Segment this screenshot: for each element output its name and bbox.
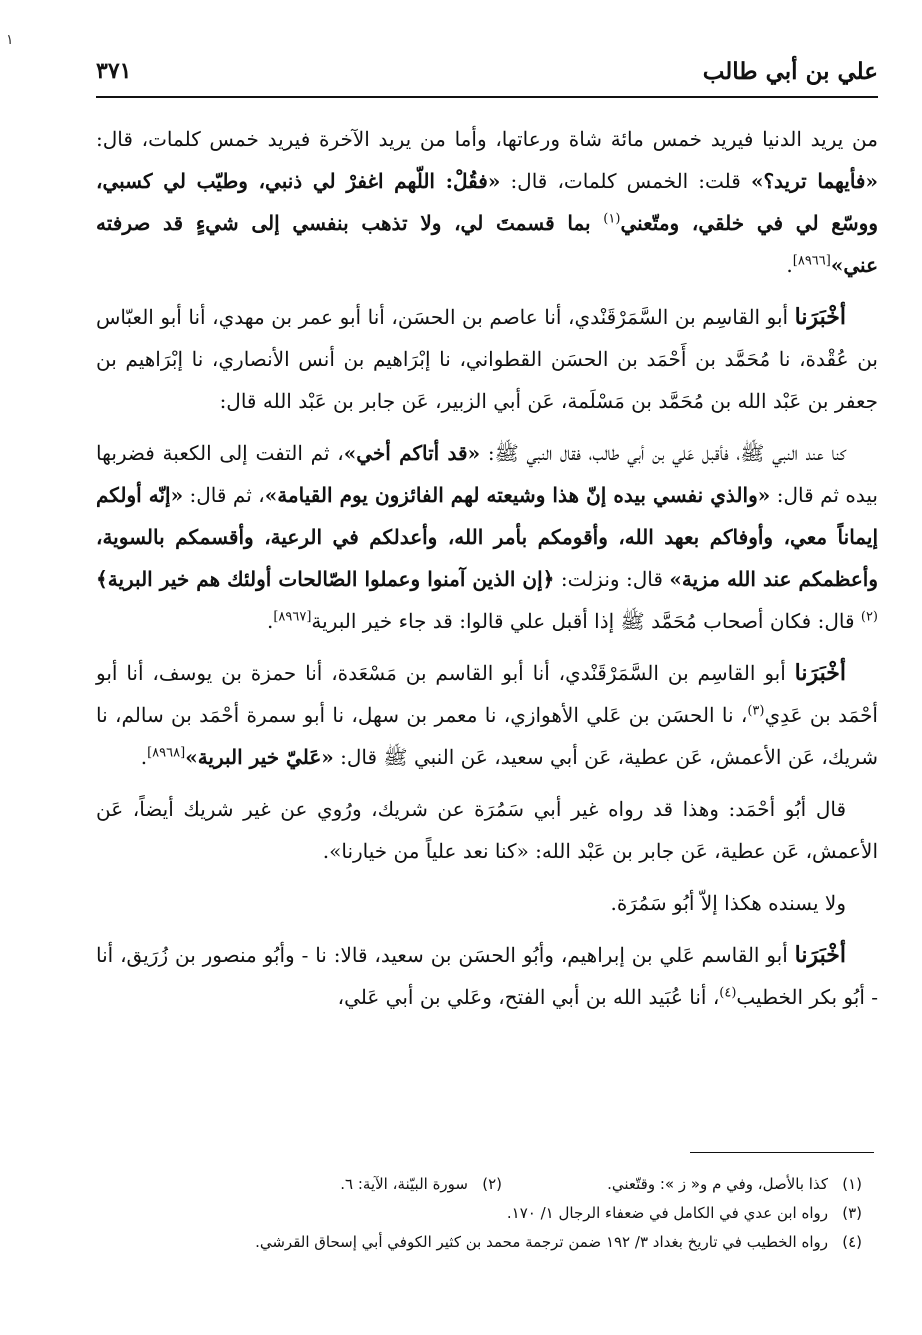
text-segment: أبو القاسم عَلي بن إبراهيم، وأبُو الحسَن بن سعيد، قالا: نا - وأبُو منصور بن زُرَيق، أنا - أبُو بكر الخطيب: [96, 943, 878, 1009]
footnote-text: رواه ابن عدي في الكامل في ضعفاء الرجال ١/ ١٧٠.: [506, 1204, 828, 1222]
text-segment: أبو القاسِم بن السَّمَرْقَنْدي، أنا عاصم بن الحسَن، أنا أبو عمر بن مهدي، أنا أبو العبّاس بن عُقْدة، نا مُحَمَّد بن أَحْمَد بن الحسَن القطواني، نا إبْرَاهيم بن أنس الأنصاري، نا إبْرَاهيم بن جعفر بن عَبْد الله بن مُحَمَّد بن مَسْلَمة، عَن أبي الزبير، عَن جابر بن عَبْد الله قال:: [96, 305, 878, 413]
paragraph-lead-word: أخْبَرَنا: [794, 660, 846, 686]
footnote-number: (٢): [482, 1175, 502, 1193]
hadith-reference: [٨٩٦٨]: [147, 745, 186, 761]
footnote-3: [507, 1199, 862, 1228]
text-segment: أبو القاسِم بن السَّمَرْقَنْدي، أنا أبو القاسم بن مَسْعَدة، أنا حمزة بن يوسف، أنا أبو أحْمَد بن عَدِي: [96, 661, 878, 727]
text-segment: ، ثم قال:: [183, 483, 265, 507]
quote-segment: «والذي نفسي بيده إنّ هذا وشيعته لهم الفائزون يوم القيامة»: [264, 483, 771, 507]
main-text: [96, 118, 878, 1018]
footnote-1: [502, 1170, 862, 1199]
paragraph-1: [96, 118, 878, 286]
footnote-2: [340, 1170, 502, 1199]
footnote-row: [96, 1228, 862, 1257]
text-segment: ، نا الحسَن بن عَلي الأهوازي، نا معمر بن سهل، نا أبو سمرة أحْمَد بن سالم، نا شريك، عَن الأعمش، عَن عطية، عَن أبي سعيد، عَن النبي ﷺ قال:: [96, 703, 878, 769]
page-header: [96, 56, 878, 98]
footnote-4: [255, 1228, 862, 1257]
text-segment: .: [266, 609, 274, 633]
footnote-marker-2: (٢): [860, 609, 878, 625]
hadith-reference: [٨٩٦٦]: [792, 253, 831, 269]
footnote-separator: [690, 1152, 874, 1153]
paragraph-2: [96, 296, 878, 422]
quote-segment: «إنّه أولكم إيماناً معي، وأوفاكم بعهد الله، وأقومكم بأمر الله، وأعدلكم في الرعية، وأقسمكم بالسوية، وأعظمكم عند الله مزية»: [96, 483, 878, 591]
quote-segment: «عَليّ خير البرية»: [185, 745, 334, 769]
footnote-number: (٣): [842, 1204, 862, 1222]
text-segment: قال: فكان أصحاب مُحَمَّد ﷺ إذا أقبل علي قالوا: قد جاء خير البرية: [311, 609, 861, 633]
text-segment: من يريد الدنيا فيريد خمس مائة شاة ورعاتها، وأما من يريد الآخرة فيريد خمس كلمات، قال:: [96, 127, 878, 151]
paragraph-4: [96, 652, 878, 778]
text-segment: قلت: الخمس كلمات، قال:: [500, 169, 751, 193]
text-segment: .: [140, 745, 148, 769]
edge-mark: ١: [6, 32, 14, 48]
text-segment: كنا عند النبي ﷺ، فأقبل عَلي بن أبي طالب، فقال النبي ﷺ:: [480, 441, 846, 465]
footnote-marker-1: (١): [603, 211, 621, 227]
footnote-number: (١): [842, 1175, 862, 1193]
page-number: ٣٧١: [96, 58, 132, 84]
paragraph-lead-word: أخْبَرَنا: [794, 942, 846, 968]
quote-segment: «قد أتاكم أخي»: [343, 441, 481, 465]
paragraph-5: قال أبُو أحْمَد: وهذا قد رواه غير أبي سَمُرَة عن شريك، ورُوي عن غير شريك أيضاً، عَن الأعمش، عَن عطية، عَن جابر بن عَبْد الله: «كنا نعد علياً من خيارنا».: [96, 797, 878, 863]
footnote-row: [96, 1170, 862, 1199]
text-segment: قال: ونزلت:: [554, 567, 670, 591]
quran-verse: ﴿إن الذين آمنوا وعملوا الصّالحات أولئك هم خير البرية﴾: [96, 567, 555, 591]
footnote-row: [96, 1199, 862, 1228]
footnotes: [96, 1170, 862, 1257]
footnote-text: كذا بالأصل، وفي م و« ز »: وقتّعني.: [607, 1175, 828, 1193]
paragraph-3: [96, 432, 878, 642]
quote-segment: «فأيهما تريد؟»: [750, 169, 878, 193]
footnote-text: رواه الخطيب في تاريخ بغداد ٣/ ١٩٢ ضمن ترجمة محمد بن كثير الكوفي أبي إسحاق القرشي.: [255, 1233, 828, 1251]
running-title: علي بن أبي طالب: [702, 58, 878, 85]
text-segment: ، ثم التفت إلى الكعبة فضربها بيده ثم قال:: [96, 441, 878, 507]
paragraph-lead-word: أخْبَرَنا: [794, 304, 846, 330]
hadith-reference: [٨٩٦٧]: [273, 609, 312, 625]
footnote-marker-4: (٤): [719, 985, 737, 1001]
footnote-text: سورة البيّنة، الآية: ٦.: [340, 1175, 468, 1193]
paragraph-7: [96, 934, 878, 1018]
footnote-number: (٤): [842, 1233, 862, 1251]
text-segment: ، أنا عُبَيد الله بن أبي الفتح، وعَلي بن أبي عَلي،: [337, 985, 720, 1009]
footnote-marker-3: (٣): [747, 703, 765, 719]
paragraph-6: ولا يسنده هكذا إلاّ أبُو سَمُرَة.: [610, 891, 846, 915]
quote-segment: «فقُلْ: اللّهم اغفرْ لي ذنبي، وطيّب لي كسبي، ووسّع لي في خلقي، ومتّعني: [96, 169, 878, 235]
quote-segment: بما قسمتَ لي، ولا تذهب بنفسي إلى شيءٍ قد صرفته عني»: [96, 211, 878, 277]
text-segment: .: [786, 253, 793, 277]
